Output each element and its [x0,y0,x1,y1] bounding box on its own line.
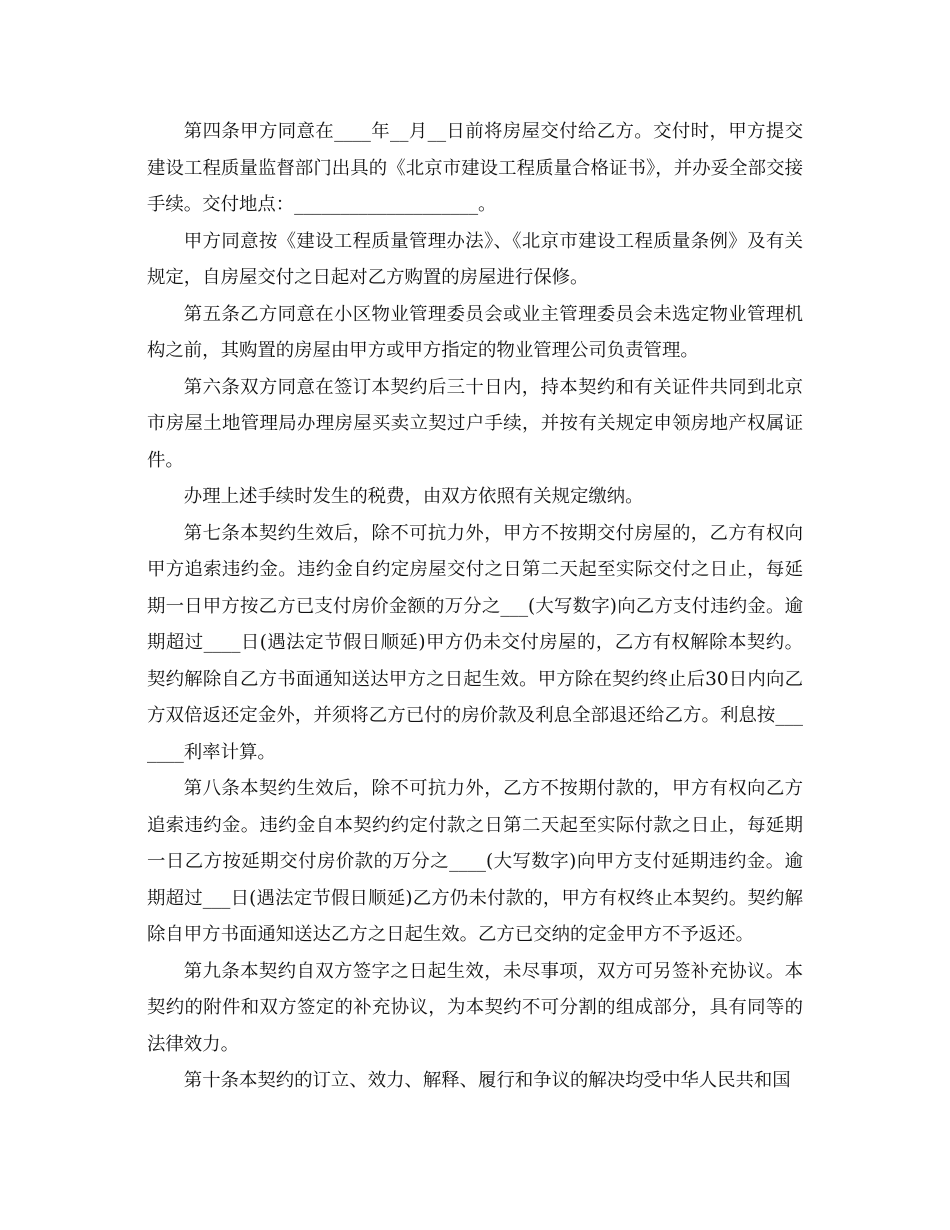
paragraph-article-6-transfer: 第六条双方同意在签订本契约后三十日内，持本契约和有关证件共同到北京市房屋土地管理局办理房屋买卖立契过户手续，并按有关规定申领房地产权属证件。 [147,376,803,471]
paragraph-article-4-delivery: 第四条甲方同意在____年__月__日前将房屋交付给乙方。交付时，甲方提交建设工程质量监督部门出具的《北京市建设工程质量合格证书》，并办妥全部交接手续。交付地点：____________________。 [147,121,803,215]
paragraph-article-5-property-management: 第五条乙方同意在小区物业管理委员会或业主管理委员会未选定物业管理机构之前，其购置的房屋由甲方或甲方指定的物业管理公司负责管理。 [147,303,803,361]
document-body [147,114,803,1100]
paragraph-warranty: 甲方同意按《建设工程质量管理办法》、《北京市建设工程质量条例》及有关规定，自房屋交付之日起对乙方购置的房屋进行保修。 [147,230,803,288]
paragraph-article-8-buyer-default: 第八条本契约生效后，除不可抗力外，乙方不按期付款的，甲方有权向乙方追索违约金。违约金自本契约约定付款之日第二天起至实际付款之日止，每延期一日乙方按延期交付房价款的万分之____(大写数字)向甲方支付延期违约金。逾期超过___日(遇法定节假日顺延)乙方仍未付款的，甲方有权终止本契约。契约解除自甲方书面通知送达乙方之日起生效。乙方已交纳的定金甲方不予返还。 [147,778,803,945]
paragraph-article-7-seller-default: 第七条本契约生效后，除不可抗力外，甲方不按期交付房屋的，乙方有权向甲方追索违约金。违约金自约定房屋交付之日第二天起至实际交付之日止，每延期一日甲方按乙方已支付房价金额的万分之___(大写数字)向乙方支付违约金。逾期超过____日(遇法定节假日顺延)甲方仍未交付房屋的，乙方有权解除本契约。契约解除自乙方书面通知送达甲方之日起生效。甲方除在契约终止后30日内向乙方双倍返还定金外，并须将乙方已付的房价款及利息全部退还给乙方。利息按_______利率计算。 [147,522,803,763]
paragraph-taxes: 办理上述手续时发生的税费，由双方依照有关规定缴纳。 [183,486,644,507]
paragraph-article-9-effectiveness: 第九条本契约自双方签字之日起生效，未尽事项，双方可另签补充协议。本契约的附件和双方签定的补充协议，为本契约不可分割的组成部分，具有同等的法律效力。 [147,960,803,1055]
paragraph-article-10-governing-law: 第十条本契约的订立、效力、解释、履行和争议的解决均受中华人民共和国 [183,1070,791,1091]
